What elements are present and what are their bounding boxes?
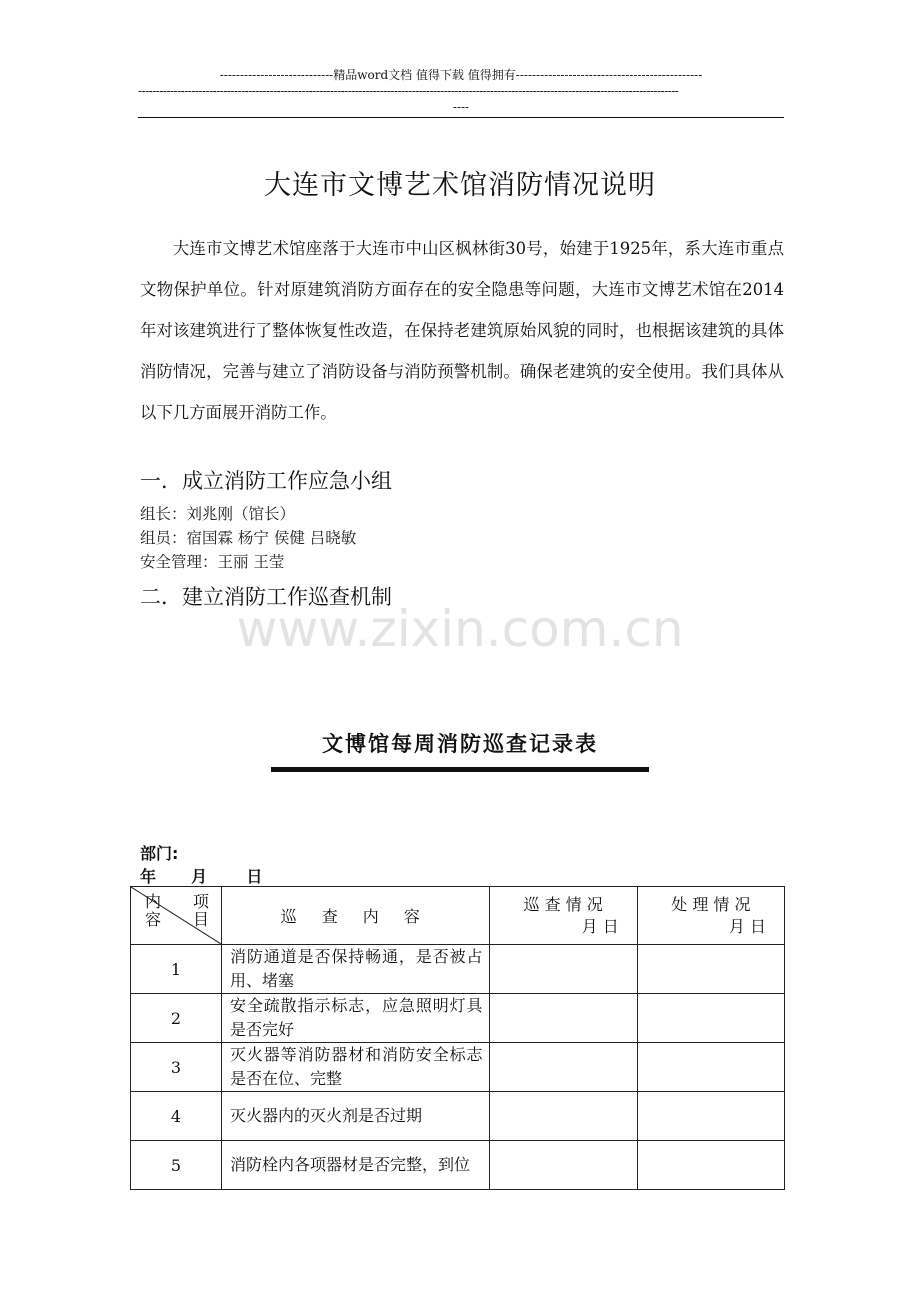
check-status-label: 巡 查 情 况 [523, 894, 603, 914]
section-heading-inspection: 二．建立消防工作巡查机制 [140, 585, 392, 609]
header-inspection-content: 巡 查 内 容 [222, 887, 490, 945]
date-line [140, 864, 262, 887]
intro-paragraph: 大连市文博艺术馆座落于大连市中山区枫林街30号，始建于1925年，系大连市重点文物保护单位。针对原建筑消防方面存在的安全隐患等问题，大连市文博艺术馆在2014年对该建筑进行了整体恢复性改造，在保持老建筑原始风貌的同时，也根据该建筑的具体消防情况，完善与建立了消防设备与消防预警机制。确保老建筑的安全使用。我们具体从以下几方面展开消防工作。 [140, 239, 784, 422]
inspection-record-table [130, 886, 785, 1190]
page-header-dashes-tail: ---- [452, 100, 470, 114]
row-number: 3 [131, 1043, 222, 1092]
page-header-banner: ----------------------------精品word文档 值得下载 值得拥有---------------------------------------------- [219, 68, 703, 82]
date-day-label: 日 [246, 867, 263, 886]
table-row [131, 1141, 785, 1190]
row-handle-cell[interactable] [637, 1141, 784, 1190]
table-header-row [131, 887, 785, 945]
diag-char-3: 项 [192, 892, 209, 911]
diagonal-label-content [145, 893, 161, 929]
row-number: 5 [131, 1141, 222, 1190]
row-handle-cell[interactable] [637, 994, 784, 1043]
group-members: 组员：宿国霖 杨宁 侯健 吕晓敏 [140, 529, 357, 547]
department-label: 部门: [140, 844, 179, 863]
table-row [131, 945, 785, 994]
handle-status-label: 处 理 情 况 [671, 894, 751, 914]
row-number: 4 [131, 1092, 222, 1141]
row-check-cell[interactable] [489, 1092, 637, 1141]
header-check-status [489, 887, 637, 945]
diag-char-4: 目 [192, 910, 209, 929]
table-row [131, 1043, 785, 1092]
row-check-cell[interactable] [489, 945, 637, 994]
table-row [131, 1092, 785, 1141]
row-handle-cell[interactable] [637, 945, 784, 994]
row-check-cell[interactable] [489, 994, 637, 1043]
group-leader: 组长：刘兆刚（馆长） [140, 505, 296, 523]
row-number: 1 [131, 945, 222, 994]
row-item: 灭火器等消防器材和消防安全标志是否在位、完整 [222, 1043, 490, 1092]
date-year-label: 年 [140, 867, 157, 886]
diag-char-1: 内 [145, 892, 162, 911]
watermark: www.zixin.com.cn [236, 600, 684, 658]
row-number: 2 [131, 994, 222, 1043]
diagonal-label-item [193, 893, 209, 929]
row-item: 灭火器内的灭火剂是否过期 [222, 1092, 490, 1141]
row-item: 消防栓内各项器材是否完整，到位 [222, 1141, 490, 1190]
page-header-dashes: -------------------------------------------------------------------------------------------------------------------------------------------------------- [138, 84, 679, 98]
date-month-label: 月 [191, 867, 208, 886]
row-check-cell[interactable] [489, 1141, 637, 1190]
header-rule [138, 117, 784, 118]
header-handle-status [637, 887, 784, 945]
safety-managers: 安全管理：王丽 王莹 [140, 553, 285, 571]
row-item: 消防通道是否保持畅通，是否被占用、堵塞 [222, 945, 490, 994]
section-heading-emergency-group: 一．成立消防工作应急小组 [140, 469, 392, 493]
row-check-cell[interactable] [489, 1043, 637, 1092]
row-handle-cell[interactable] [637, 1043, 784, 1092]
row-handle-cell[interactable] [637, 1092, 784, 1141]
diagonal-header-cell [131, 887, 222, 945]
check-date-label: 月 日 [581, 916, 619, 936]
record-table-title: 文博馆每周消防巡查记录表 [322, 732, 598, 756]
diag-char-2: 容 [145, 910, 162, 929]
table-row [131, 994, 785, 1043]
row-item: 安全疏散指示标志，应急照明灯具是否完好 [222, 994, 490, 1043]
record-table-title-rule [271, 767, 649, 772]
document-title: 大连市文博艺术馆消防情况说明 [264, 170, 656, 201]
handle-date-label: 月 日 [728, 916, 766, 936]
